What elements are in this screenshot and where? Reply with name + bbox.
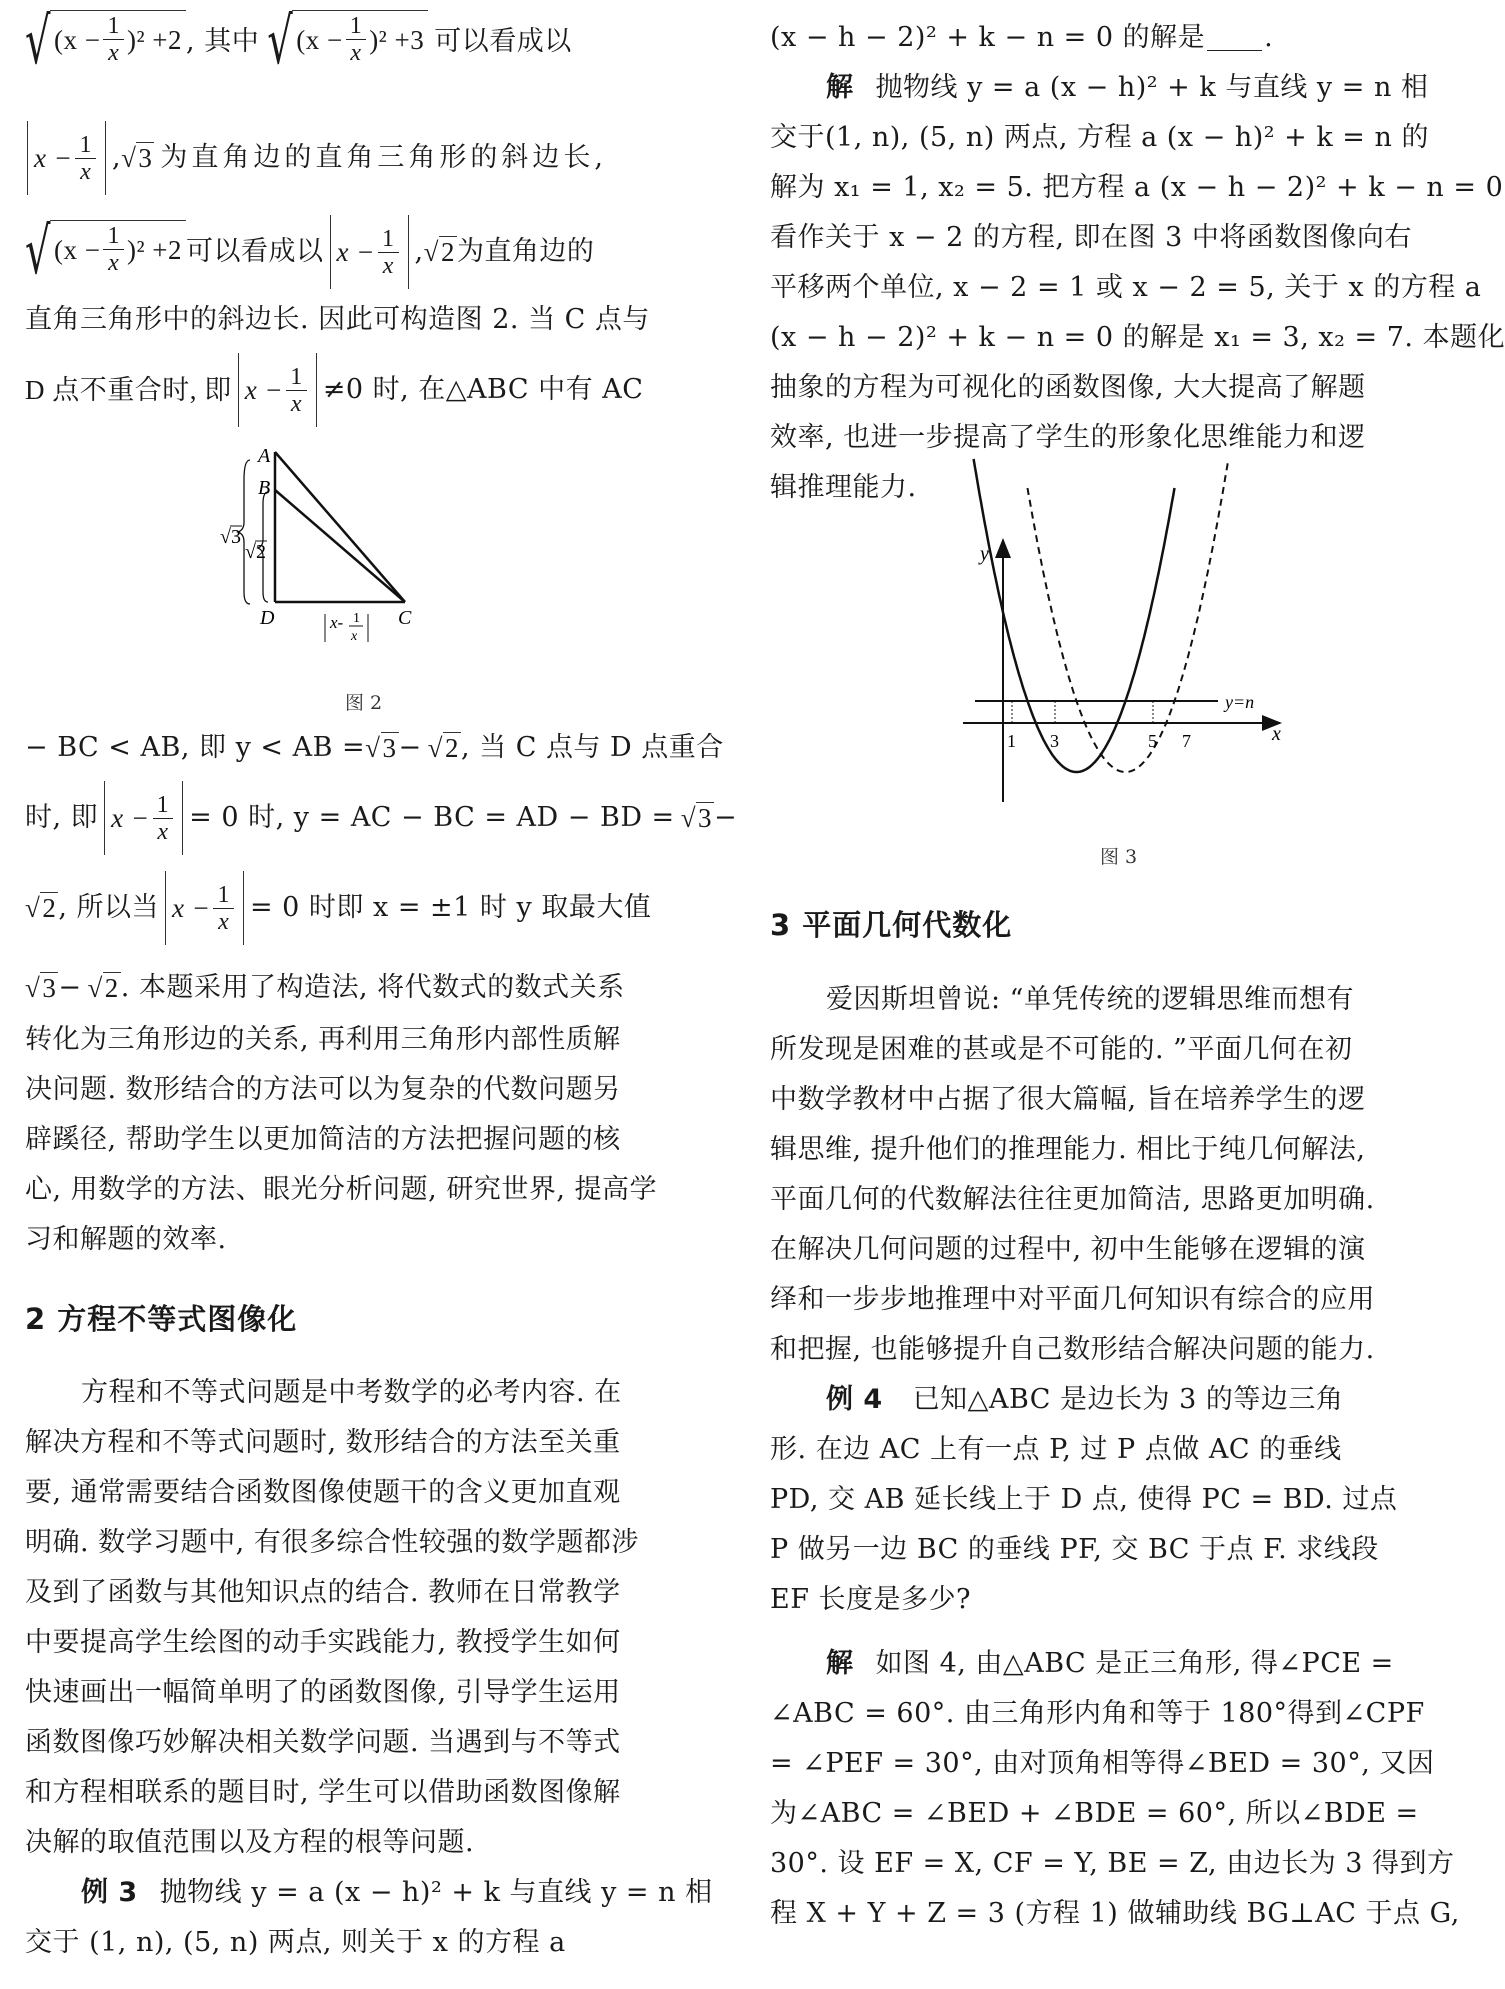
paragraph-line: 解决方程和不等式问题时, 数形结合的方法至关重 (25, 1427, 621, 1458)
formula-line-7 (25, 778, 738, 858)
fraction (153, 792, 174, 845)
figure-2-triangle (220, 440, 510, 670)
label-A: A (258, 445, 271, 467)
paragraph-line: 效率, 也进一步提高了学生的形象化思维能力和逻 (770, 422, 1366, 453)
expr-text: )² +2 (126, 234, 183, 265)
text: 已知△ABC 是边长为 3 的等边三角 (912, 1384, 1344, 1415)
paragraph-line: 习和解题的效率. (25, 1224, 227, 1255)
fraction (103, 223, 124, 276)
formula-line-3 (25, 212, 715, 292)
text: 为直角边的直角三角形的斜边长, (160, 142, 607, 173)
paragraph-line: 平面几何的代数解法往往更加简洁, 思路更加明确. (770, 1184, 1375, 1215)
paragraph-line: 心, 用数学的方法、眼光分析问题, 研究世界, 提高学 (25, 1174, 657, 1205)
denominator: x (80, 158, 92, 185)
label-base: x- (330, 613, 344, 632)
x-axis-label: x (1272, 723, 1281, 745)
paragraph-line: 方程和不等式问题是中考数学的必考内容. 在 (81, 1377, 622, 1408)
label-C: C (398, 607, 412, 629)
base-frac-num: 1 (353, 611, 360, 626)
paragraph-line: 平移两个单位, x − 2 = 1 或 x − 2 = 5, 关于 x 的方程 a (770, 272, 1482, 303)
paragraph-line: 解为 x₁ = 1, x₂ = 5. 把方程 a (x − h − 2)² + k − n = 0 (770, 172, 1504, 203)
section-2-heading: 2 方程不等式图像化 (25, 1302, 298, 1336)
absolute-value (165, 871, 244, 945)
text: 抛物线 y = a (x − h)² + k 与直线 y = n 相 (159, 1877, 713, 1908)
paragraph-line: 要, 通常需要结合函数图像使题干的含义更加直观 (25, 1477, 621, 1508)
text: 为直角边的 (456, 236, 595, 267)
sqrt-2: √2 (25, 893, 57, 923)
example-3-line-3 (770, 18, 1460, 58)
numerator: 1 (103, 13, 124, 40)
text: − (398, 732, 422, 763)
absolute-value (330, 215, 409, 289)
answer-blank (1207, 26, 1262, 51)
paragraph-line: 快速画出一幅简单明了的函数图像, 引导学生运用 (25, 1677, 621, 1708)
text: − BC < AB, 即 y < AB = (25, 732, 366, 763)
paragraph-line: 决问题. 数形结合的方法可以为复杂的代数问题另 (25, 1074, 621, 1105)
tick-7: 7 (1182, 731, 1191, 751)
denominator: x (108, 40, 120, 66)
example-3-line-2: 交于 (1, n), (5, n) 两点, 则关于 x 的方程 a (25, 1927, 566, 1958)
absolute-value (104, 781, 183, 855)
paragraph-line: 中数学教材中占据了很大篇幅, 旨在培养学生的逻 (770, 1084, 1366, 1115)
text: , (111, 142, 122, 173)
text: ≠0 时, 在△ABC 中有 AC (322, 374, 644, 405)
text: 时, 即 (25, 802, 99, 833)
line-label: y=n (1225, 692, 1255, 712)
denominator: x (382, 252, 394, 279)
text: 可以看成以 (434, 26, 572, 57)
expr-text: )² +3 (369, 24, 425, 55)
sqrt-3: √3 (365, 733, 397, 763)
tick-5: 5 (1148, 731, 1157, 751)
paragraph-line: 交于(1, n), (5, n) 两点, 方程 a (x − h)² + k = n 的 (770, 122, 1429, 153)
paragraph-line: 为∠ABC = ∠BED + ∠BDE = 60°, 所以∠BDE = (770, 1798, 1419, 1829)
base-frac-den: x (351, 629, 358, 644)
figure-3-parabolas (960, 530, 1290, 820)
sqrt-3: √3 (121, 143, 153, 173)
paragraph-line: 30°. 设 EF = X, CF = Y, BE = Z, 由边长为 3 得到方 (770, 1848, 1455, 1879)
absolute-value (238, 353, 317, 427)
denominator: x (290, 390, 303, 417)
radicand: 2 (444, 733, 459, 763)
label-sqrt3: √3 (220, 526, 241, 548)
numerator: 1 (75, 132, 96, 159)
text: − (714, 802, 738, 833)
expr-text: (x − (54, 24, 101, 55)
radicand: 3 (42, 973, 57, 1003)
formula-line-1 (25, 5, 715, 79)
paragraph-line: 和方程相联系的题目时, 学生可以借助函数图像解 (25, 1777, 621, 1808)
paragraph-line: 中要提高学生绘图的动手实践能力, 教授学生如何 (25, 1627, 621, 1658)
solution-3-label: 解 (826, 72, 854, 103)
paragraph-line: 辟蹊径, 帮助学生以更加简洁的方法把握问题的核 (25, 1124, 621, 1155)
sqrt-3: √3 (680, 803, 713, 833)
text: . 本题采用了构造法, 将代数式的数式关系 (120, 972, 625, 1003)
text: = 0 时, y = AC − BC = AD − BD = (189, 802, 675, 833)
expr-text: x − (172, 893, 211, 923)
text: 可以看成以 (186, 236, 324, 267)
section-3-heading: 3 平面几何代数化 (770, 908, 1013, 942)
numerator: 1 (103, 223, 124, 250)
paragraph-line: 爱因斯坦曾说: “单凭传统的逻辑思维而想有 (826, 984, 1354, 1015)
paragraph-line: 明确. 数学习题中, 有很多综合性较强的数学题都涉 (25, 1527, 639, 1558)
figure-2-caption: 图 2 (345, 692, 383, 714)
paragraph-line: 程 X + Y + Z = 3 (方程 1) 做辅助线 BG⊥AC 于点 G, (770, 1898, 1460, 1929)
paragraph-line: 函数图像巧妙解决相关数学问题. 当遇到与不等式 (25, 1727, 621, 1758)
label-B: B (258, 477, 271, 499)
paragraph-line: P 做另一边 BC 的垂线 PF, 交 BC 于点 F. 求线段 (770, 1534, 1379, 1565)
numerator: 1 (286, 364, 307, 391)
example-4-label: 例 4 (826, 1384, 883, 1415)
solution-4-label: 解 (826, 1648, 854, 1679)
solution-3-line-1 (770, 68, 1460, 108)
expr-text: x − (111, 803, 150, 833)
paragraph-line: 决解的取值范围以及方程的根等问题. (25, 1827, 475, 1858)
y-axis-label: y (980, 543, 989, 565)
expr-text: x − (336, 237, 376, 267)
paragraph-line: ∠ABC = 60°. 由三角形内角和等于 180°得到∠CPF (770, 1698, 1425, 1729)
absolute-value (27, 121, 106, 195)
paragraph-line: 绎和一步步地推理中对平面几何知识有综合的应用 (770, 1284, 1375, 1315)
denominator: x (108, 250, 120, 276)
tick-3: 3 (1050, 731, 1059, 751)
side-AC (275, 452, 405, 602)
side-BC (275, 490, 405, 602)
text: = 0 时即 x = ±1 时 y 取最大值 (249, 892, 652, 923)
formula-line-8 (25, 868, 715, 948)
radicand: 2 (104, 973, 119, 1003)
sqrt-expression: √ (x − $\frac{1}{x}$ )² +2 (25, 18, 186, 66)
example-4-line-1 (770, 1380, 1460, 1420)
expr-text: )² +2 (126, 24, 183, 55)
fraction (378, 226, 399, 279)
denominator: x (350, 40, 362, 66)
paragraph-line: 抽象的方程为可视化的函数图像, 大大提高了解题 (770, 372, 1366, 403)
formula-line-6 (25, 728, 724, 768)
text: 如图 4, 由△ABC 是正三角形, 得∠PCE = (875, 1648, 1394, 1679)
expr-text: x − (244, 375, 284, 405)
fraction (346, 13, 367, 66)
paragraph-line: = ∠PEF = 30°, 由对顶角相等得∠BED = 30°, 又因 (770, 1748, 1435, 1779)
paragraph-line: 看作关于 x − 2 的方程, 即在图 3 中将函数图像向右 (770, 222, 1412, 253)
sqrt-2: √2 (427, 733, 459, 763)
solution-4-line-1 (770, 1644, 1460, 1684)
text: (x − h − 2)² + k − n = 0 的解是 (770, 22, 1206, 53)
sqrt-2: √2 (423, 237, 455, 267)
paragraph-line: 及到了函数与其他知识点的结合. 教师在日常教学 (25, 1577, 621, 1608)
example-3-line-1 (25, 1873, 715, 1913)
paragraph-line: 辑思维, 提升他们的推理能力. 相比于纯几何解法, (770, 1134, 1366, 1165)
formula-line-2 (25, 118, 715, 198)
numerator: 1 (153, 792, 174, 819)
fraction (213, 882, 234, 935)
text: , (414, 236, 424, 267)
formula-line-5 (25, 350, 715, 430)
sqrt-expression: √ (x − $\frac{1}{x}$ )² +3 (267, 18, 428, 66)
text: 抛物线 y = a (x − h)² + k 与直线 y = n 相 (875, 72, 1429, 103)
text-line: 直角三角形中的斜边长. 因此可构造图 2. 当 C 点与 (25, 304, 650, 335)
radicand: 3 (138, 143, 153, 173)
text: , 当 C 点与 D 点重合 (460, 732, 724, 763)
denominator: x (218, 908, 230, 935)
paragraph-line: 辑推理能力. (770, 472, 917, 503)
numerator: 1 (346, 13, 367, 40)
paragraph-line: 在解决几何问题的过程中, 初中生能够在逻辑的演 (770, 1234, 1366, 1265)
fraction (75, 132, 96, 185)
paragraph-line: 形. 在边 AC 上有一点 P, 过 P 点做 AC 的垂线 (770, 1434, 1342, 1465)
paragraph-line: 所发现是困难的甚或是不可能的. ”平面几何在初 (770, 1034, 1353, 1065)
paragraph-line: EF 长度是多少? (770, 1584, 972, 1615)
example-3-label: 例 3 (81, 1877, 138, 1908)
radicand: 3 (382, 733, 397, 763)
paragraph-line: (x − h − 2)² + k − n = 0 的解是 x₁ = 3, x₂ = 7. 本题化 (770, 322, 1505, 353)
expr-text: (x − (54, 234, 101, 265)
sqrt-2: √2 (87, 973, 119, 1003)
radicand: 2 (440, 237, 455, 267)
fraction (103, 13, 124, 66)
radicand: 3 (698, 803, 713, 833)
numerator: 1 (213, 882, 234, 909)
text: , 其中 (186, 26, 260, 57)
fraction (286, 364, 307, 417)
paragraph-line: 转化为三角形边的关系, 再利用三角形内部性质解 (25, 1024, 621, 1055)
sqrt-expression: √ (x − $\frac{1}{x}$ )² +2 (25, 228, 186, 276)
denominator: x (157, 818, 169, 845)
label-D: D (260, 607, 275, 629)
text: . (1264, 22, 1274, 53)
label-sqrt2: √2 (245, 541, 266, 563)
paragraph-line: 和把握, 也能够提升自己数形结合解决问题的能力. (770, 1334, 1375, 1365)
text: , 所以当 (58, 892, 159, 923)
tick-1: 1 (1007, 731, 1016, 751)
text: − (58, 972, 82, 1003)
formula-line-9 (25, 968, 715, 1008)
sqrt-3: √3 (25, 973, 57, 1003)
numerator: 1 (378, 226, 399, 253)
figure-3-caption: 图 3 (1100, 846, 1138, 868)
expr-text: x − (34, 143, 73, 173)
paragraph-line: PD, 交 AB 延长线上于 D 点, 使得 PC = BD. 过点 (770, 1484, 1398, 1515)
radicand: 2 (42, 893, 57, 923)
text: D 点不重合时, 即 (25, 375, 232, 405)
expr-text: (x − (296, 24, 343, 55)
